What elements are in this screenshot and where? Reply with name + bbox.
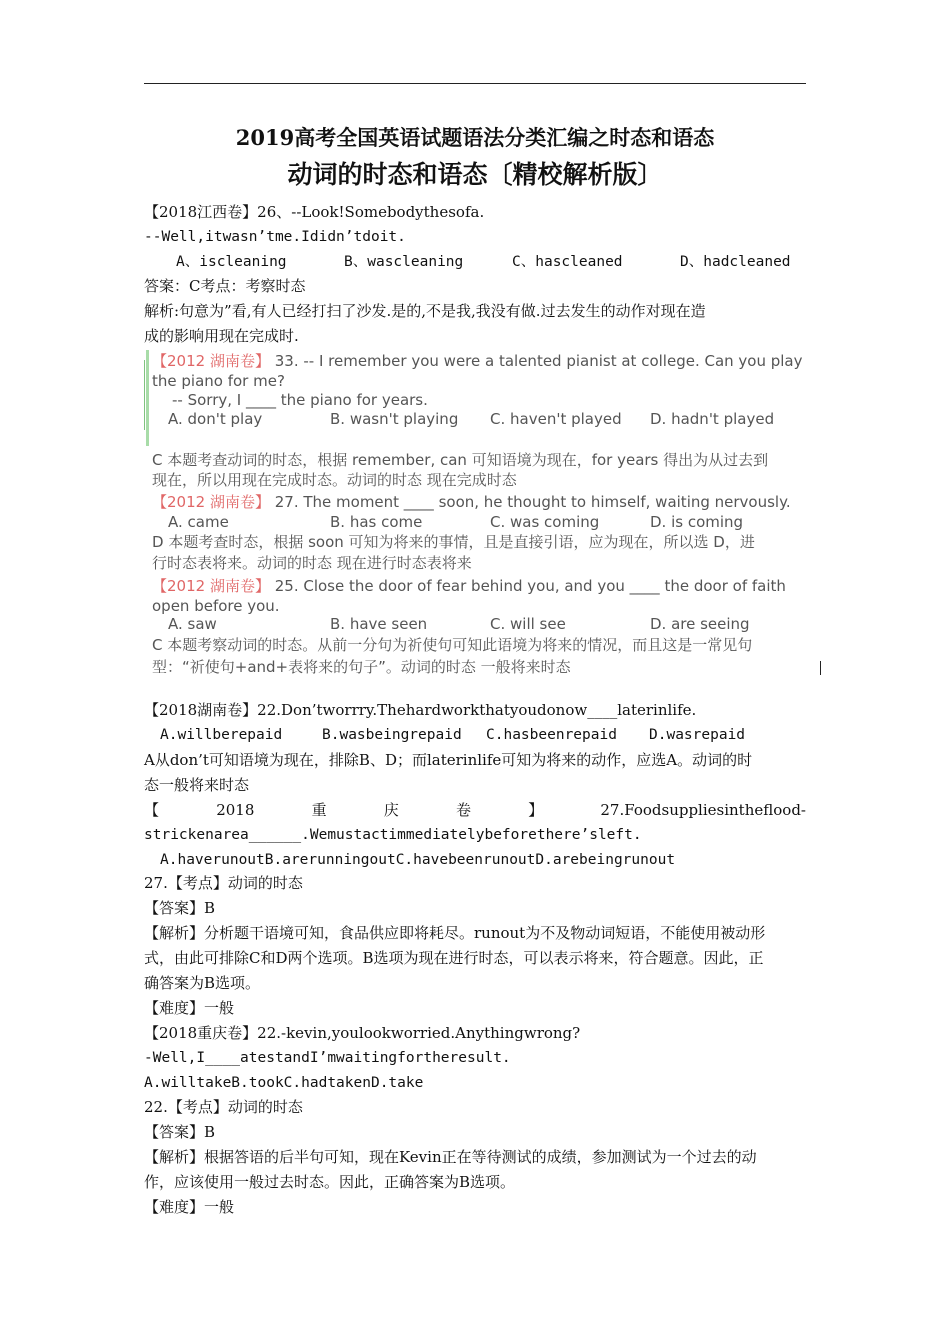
embedded-image-block [144,346,812,682]
q33-expl-2: 现在，所以用现在完成时态。动词的时态 现在完成时态 [152,471,517,489]
q1-analysis-1: 解析:句意为”看,有人已经打扫了沙发.是的,不是我,我没有做.过去发生的动作对现在造 [144,302,706,320]
title-line-1: 2019高考全国英语试题语法分类汇编之时态和语态 [235,125,715,150]
q25-expl-1: C 本题考察动词的时态。从前一分句为祈使句可知此语境为将来的情况，而且这是一常见句 [152,636,753,654]
q22cq-header: 【2018重庆卷】22.-kevin,youlookworried.Anythingwrong? [144,1024,581,1042]
q27-option-a: A. came [168,513,229,531]
q1-header: 【2018江西卷】26、--Look!Somebodythesofa. [144,203,485,221]
text-cursor [820,661,821,675]
q27-option-c: C. was coming [490,513,600,531]
title-line-2: 动词的时态和语态〔精校解析版〕 [287,160,663,189]
q25-option-b: B. have seen [330,615,428,633]
q33-option-a: A. don't play [168,410,263,428]
q27cq-header-part: 27.Foodsuppliesintheflood- [600,801,806,819]
q25-text-2: open before you. [152,597,280,615]
q22cq-kaodian: 22.【考点】动词的时态 [144,1098,303,1116]
q27-expl-2: 行时态表将来。动词的时态 现在进行时态表将来 [152,554,472,572]
q25-expl-2: 型：“祈使句+and+表将来的句子”。动词的时态 一般将来时态 [152,658,571,676]
q27-expl-1: D 本题考查时态，根据 soon 可知为将来的事情，且是直接引语，应为现在，所以选 D，进 [152,533,755,551]
q25-tag: 【2012 湖南卷】 [152,577,270,595]
q1-analysis-2: 成的影响用现在完成时. [144,327,299,345]
q33-text: 33. -- I remember you were a talented pianist at college. Can you play [274,352,803,370]
q27cq-difficulty: 【难度】一般 [144,999,235,1017]
q25-option-c: C. will see [490,615,566,633]
q27cq-header-part: 重 [311,801,327,819]
q22hn-analysis-1: A从don’t可知语境为现在，排除B、D；而laterinlife可知为将来的动作，应选A。动词的时 [144,751,753,769]
q27cq-answer: 【答案】B [144,899,216,917]
q33-tag: 【2012 湖南卷】 [152,352,270,370]
q27-option-d: D. is coming [650,513,744,531]
q1-option-a: A、iscleaning [176,254,287,270]
q22hn-option-a: A.willberepaid [160,727,283,743]
q1-line2: --Well,itwasn’tme.Ididn’tdoit. [144,229,406,245]
margin-bar [146,350,149,446]
q22cq-answer: 【答案】B [144,1123,216,1141]
q1-option-b: B、wascleaning [344,254,464,270]
q22hn-header: 【2018湖南卷】22.Don’tworrry.Thehardworkthatyoudonow____laterinlife. [144,701,697,719]
q33-expl-1: C 本题考查动词的时态，根据 remember, can 可知语境为现在，for years 得出为从过去到 [152,451,769,469]
q27cq-options: A.haverunoutB.arerunningoutC.havebeenrunoutD.arebeingrunout [160,852,676,868]
q22cq-analysis-1: 【解析】根据答语的后半句可知，现在Kevin正在等待测试的成绩，参加测试为一个过去的动 [144,1148,757,1166]
q22hn-option-d: D.wasrepaid [649,727,746,743]
q27cq-header [144,799,806,821]
q33-text-2: the piano for me? [152,372,285,390]
top-rule [144,83,806,84]
q27cq-analysis-1: 【解析】分析题干语境可知，食品供应即将耗尽。runout为不及物动词短语，不能使用被动形 [144,924,766,942]
q27-text: 27. The moment ____ soon, he thought to himself, waiting nervously. [274,493,791,511]
margin-bar-inner [144,360,145,430]
q22hn-option-c: C.hasbeenrepaid [486,727,617,743]
q22cq-options: A.willtakeB.tookC.hadtakenD.take [144,1075,424,1091]
q1-answer: 答案：C考点：考察时态 [144,277,306,295]
q1-option-c: C、hascleaned [512,254,623,270]
q33-text-3: -- Sorry, I ____ the piano for years. [172,391,428,409]
q22cq-line2: -Well,I____atestandI’mwaitingfortheresult. [144,1050,511,1066]
q25-text: 25. Close the door of fear behind you, and you ____ the door of faith [274,577,786,595]
q27cq-header-part: 【 [144,801,160,819]
q25-option-d: D. are seeing [650,615,750,633]
q25-option-a: A. saw [168,615,217,633]
q27cq-line2: strickenarea______.Wemustactimmediatelybeforethere’sleft. [144,827,642,843]
q27cq-header-part: 2018 [216,801,255,819]
q33-option-c: C. haven't played [490,410,622,428]
q22hn-analysis-2: 态一般将来时态 [144,776,250,794]
q27-option-b: B. has come [330,513,423,531]
q33-option-b: B. wasn't playing [330,410,459,428]
q27cq-header-part: 】 [528,801,544,819]
q22cq-difficulty: 【难度】一般 [144,1198,235,1216]
q22hn-option-b: B.wasbeingrepaid [322,727,462,743]
q27cq-kaodian: 27.【考点】动词的时态 [144,874,303,892]
q1-option-d: D、hadcleaned [680,254,791,270]
q27-tag: 【2012 湖南卷】 [152,493,270,511]
q27cq-header-part: 庆 [383,801,399,819]
q27cq-header-part: 卷 [455,801,471,819]
q22cq-analysis-2: 作，应该使用一般过去时态。因此，正确答案为B选项。 [144,1173,516,1191]
q27cq-analysis-3: 确答案为B选项。 [144,974,261,992]
q27cq-analysis-2: 式，由此可排除C和D两个选项。B选项为现在进行时态，可以表示将来，符合题意。因此，正 [144,949,764,967]
q33-option-d: D. hadn't played [650,410,775,428]
